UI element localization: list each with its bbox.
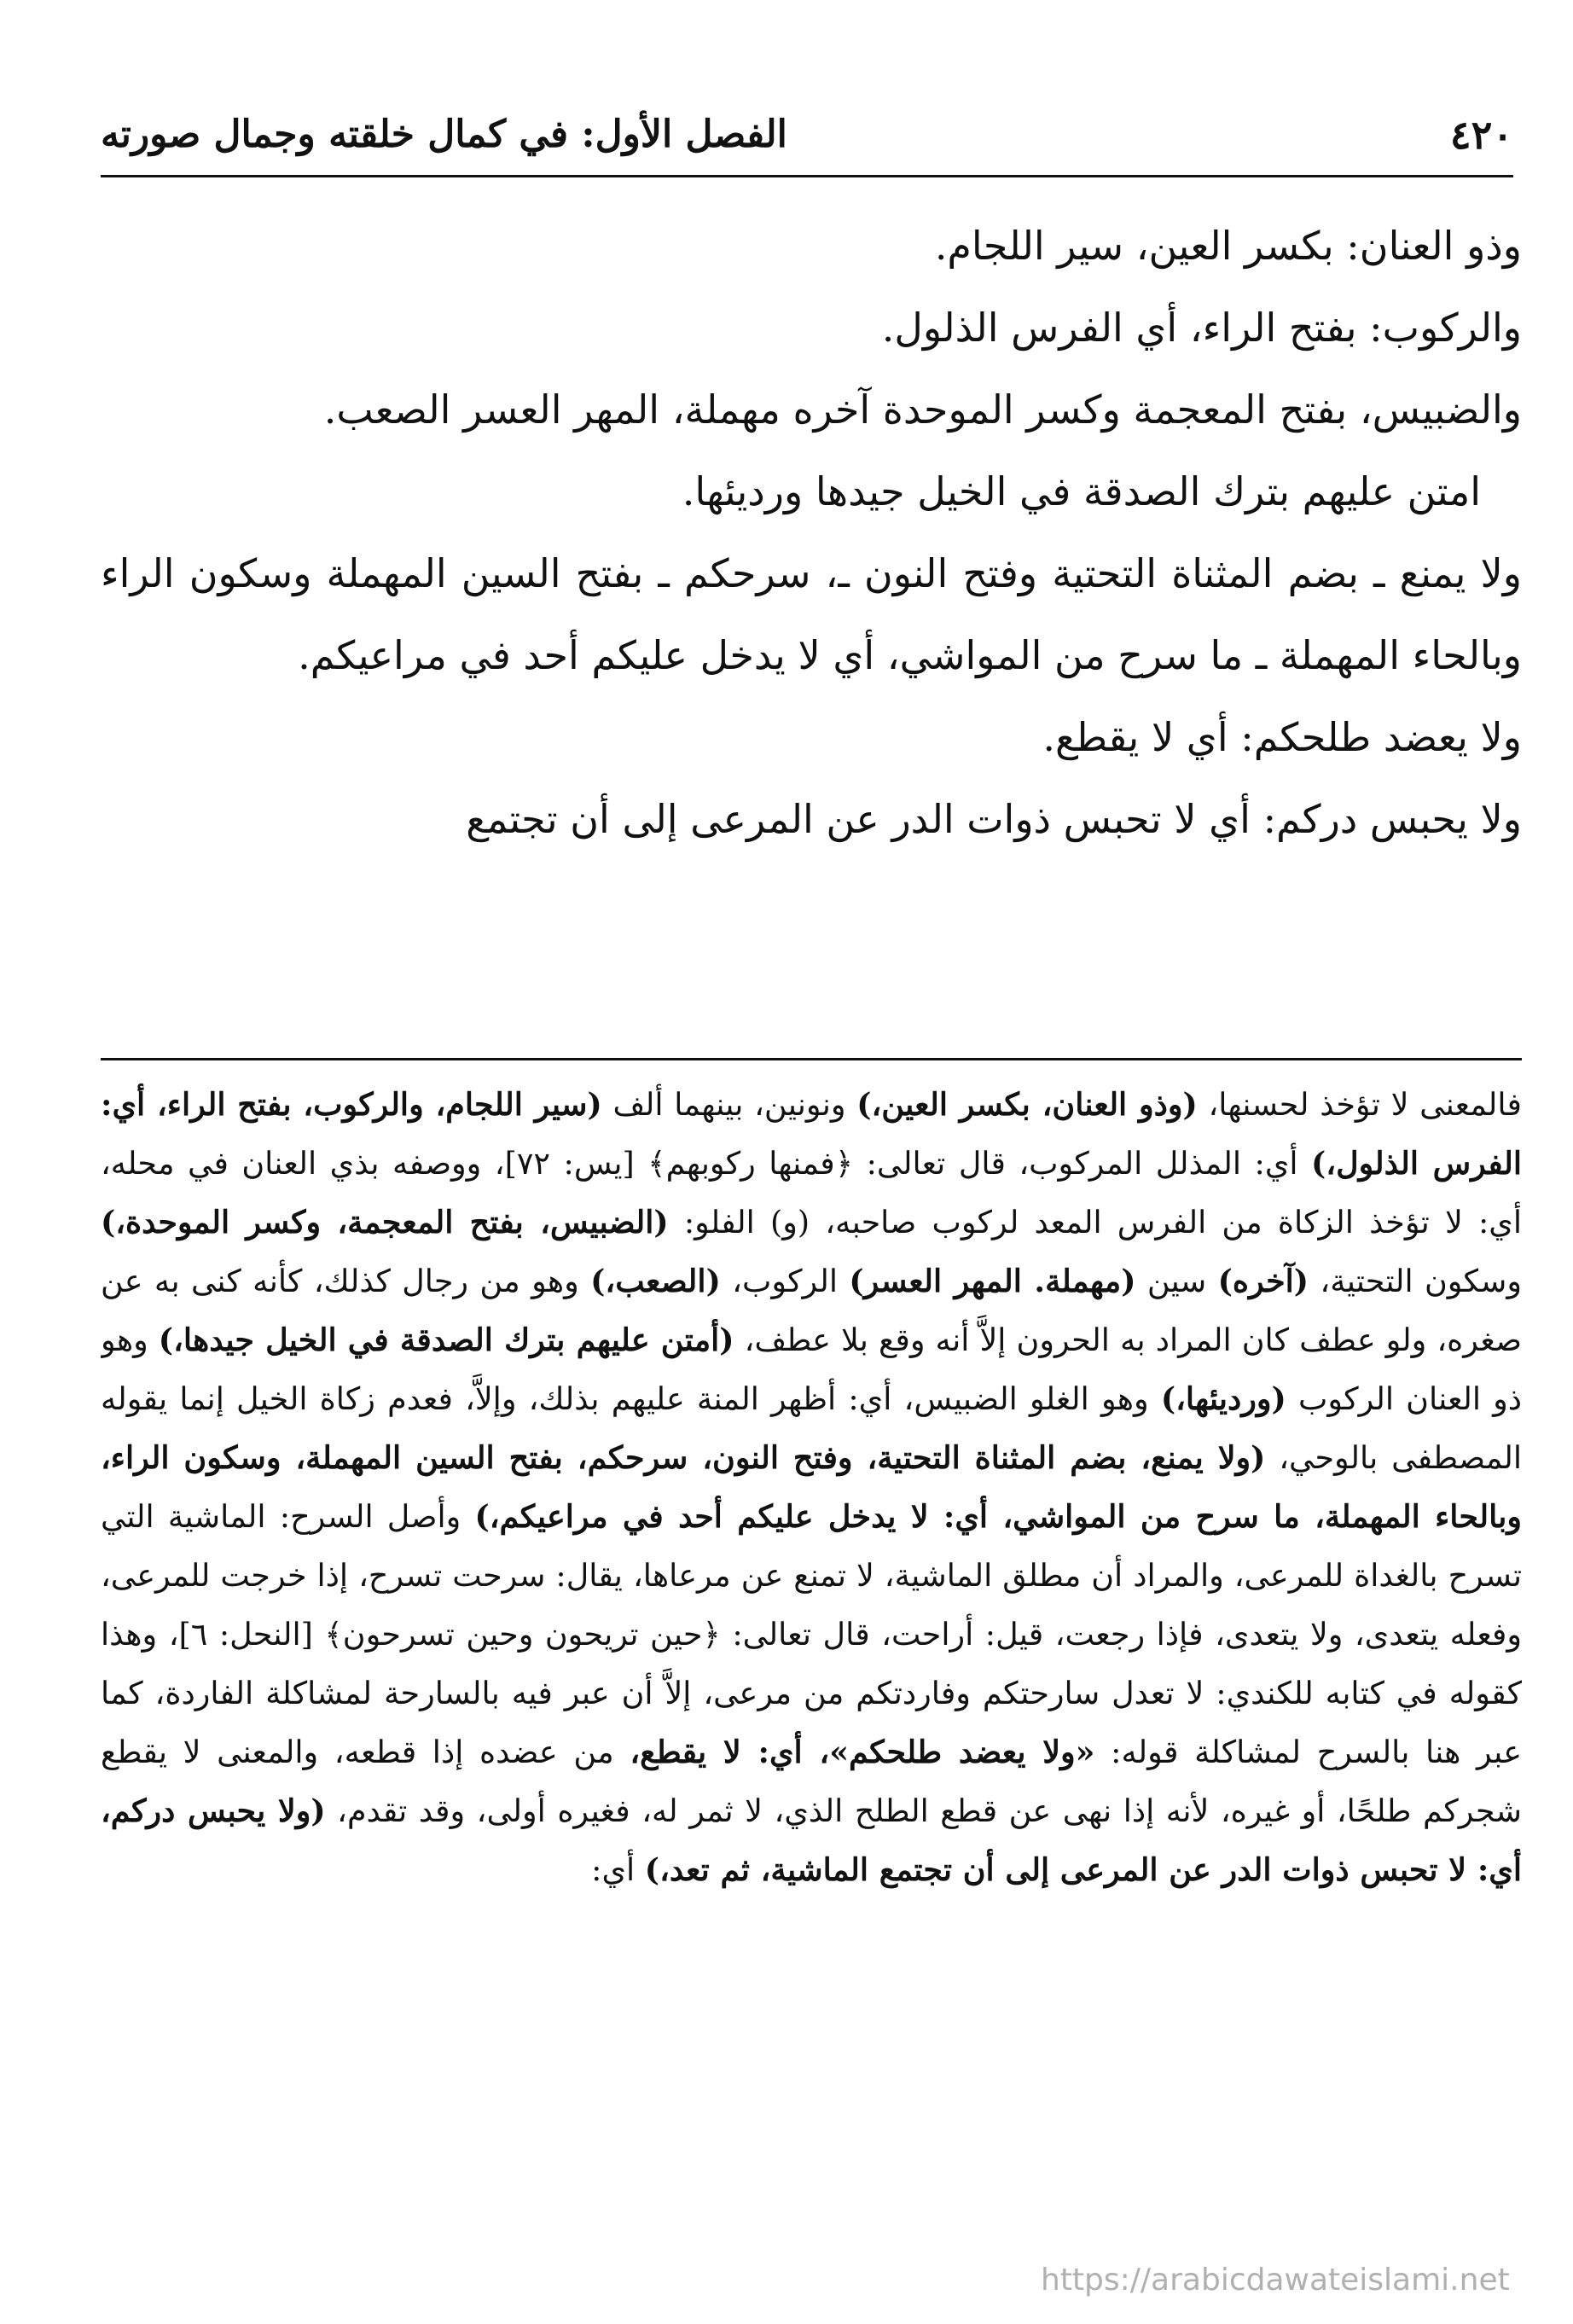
commentary-quote: (سير اللجام، والركوب، بفتح الراء، أي: الفرس الذلول،) [101,1086,1522,1182]
commentary-quote: (الصعب،) [590,1263,721,1299]
page-number: ٤٢٠ [1449,111,1513,158]
commentary-run: وهو الغلو الضبيس، أي: أظهر المنة عليهم بذلك، وإلاَّ، فعدم زكاة الخيل إنما يقوله المصطفى بالوحي، [101,1380,1522,1476]
commentary-run: ونونين، بينهما ألف [601,1086,857,1123]
main-paragraph: وذو العنان: بكسر العين، سير اللجام. [934,223,1522,269]
main-text [101,205,1522,1024]
main-paragraph: ولا يمنع ـ بضم المثناة التحتية وفتح النون ـ، سرحكم ـ بفتح السين المهملة وسكون الراء وبالحاء المهملة ـ ما سرح من المواشي، أي لا يدخل عليكم أحد في مراعيكم. [101,550,1522,678]
main-paragraph: ولا يحبس دركم: أي لا تحبس ذوات الدر عن المرعى إلى أن تجتمع [466,796,1522,842]
commentary-quote: (ولا يحبس دركم، أي: لا تحبس ذوات الدر عن المرعى إلى أن تجتمع الماشية، ثم تعد،) [101,1792,1522,1888]
commentary-quote: (ولا يمنع، بضم المثناة التحتية، وفتح النون، سرحكم، بفتح السين المهملة، وسكون الراء، وبالحاء المهملة، ما سرح من المواشي، أي: لا يدخل عليكم أحد في مراعيكم،) [101,1439,1522,1535]
section-divider [101,1058,1522,1060]
commentary-run: من عضده إذا قطعه، والمعنى لا يقطع شجركم طلحًا، أو غيره، لأنه إذا نهى عن قطع الطلح الذي، لا ثمر له، فغيره أولى، وقد تقدم، [101,1734,1522,1829]
commentary-quote: (وذو العنان، بكسر العين،) [856,1086,1198,1123]
watermark: https://arabicdawateislami.net [1041,2263,1510,2298]
commentary-run: سين [1135,1263,1218,1299]
commentary-run: الركوب، [720,1263,850,1299]
main-paragraph: امتن عليهم بترك الصدقة في الخيل جيدها ورديئها. [682,468,1481,514]
commentary-text [101,1075,1522,2218]
commentary-run: أي: [591,1851,645,1888]
main-paragraph: والضبيس، بفتح المعجمة وكسر الموحدة آخره مهملة، المهر العسر الصعب. [323,386,1522,433]
commentary-quote: (مهملة. المهر العسر) [849,1263,1136,1299]
page-header [101,94,1513,177]
commentary-quote: (أمتن عليهم بترك الصدقة في الخيل جيدها،) [158,1322,734,1358]
commentary-quote: «ولا يعضد طلحكم»، أي: لا يقطع، [630,1734,1095,1770]
commentary-run: وسكون التحتية، [1309,1263,1522,1299]
commentary-quote: (ورديئها،) [1160,1380,1286,1417]
commentary-quote: (آخره) [1217,1263,1309,1299]
commentary-run: وهو ذو العنان الركوب [101,1322,1522,1417]
commentary-quote: (الضبيس، بفتح المعجمة، وكسر الموحدة،) [101,1204,669,1240]
commentary-run: وأصل السرح: الماشية التي تسرح بالغداة للمرعى، والمراد أن مطلق الماشية، لا تمنع عن مرعاها، يقال: سرحت تسرح، إذا خرجت للمرعى، وفعله يتعدى، ولا يتعدى، فإذا رجعت، قيل: أراحت، قال تعالى: ﴿حين تريحون وحين تسرحون﴾ [النحل: ٦]، وهذا كقوله في كتابه للكندي: لا تعدل سارحتكم وفاردتكم من مرعى، إلاَّ أن عبر فيه بالسارحة لمشاكلة الفاردة، كما عبر هنا بالسرح لمشاكلة قوله: [101,1498,1522,1770]
commentary-run: وهو من رجال كذلك، كأنه كنى به عن صغره، ولو عطف كان المراد به الحرون إلاَّ أنه وقع بلا عطف، [101,1263,1522,1358]
main-paragraph: ولا يعضد طلحكم: أي لا يقطع. [1042,714,1522,760]
chapter-title: الفصل الأول: في كمال خلقته وجمال صورته [101,113,787,156]
commentary-run: فالمعنى لا تؤخذ لحسنها، [1197,1086,1522,1123]
main-paragraph: والركوب: بفتح الراء، أي الفرس الذلول. [881,305,1522,351]
commentary-run: أي: المذلل المركوب، قال تعالى: ﴿فمنها ركوبهم﴾ [يس: ٧٢]، ووصفه بذي العنان في محله، أي: لا تؤخذ الزكاة من الفرس المعد لركوب صاحبه، (و) الفلو: [101,1145,1522,1240]
